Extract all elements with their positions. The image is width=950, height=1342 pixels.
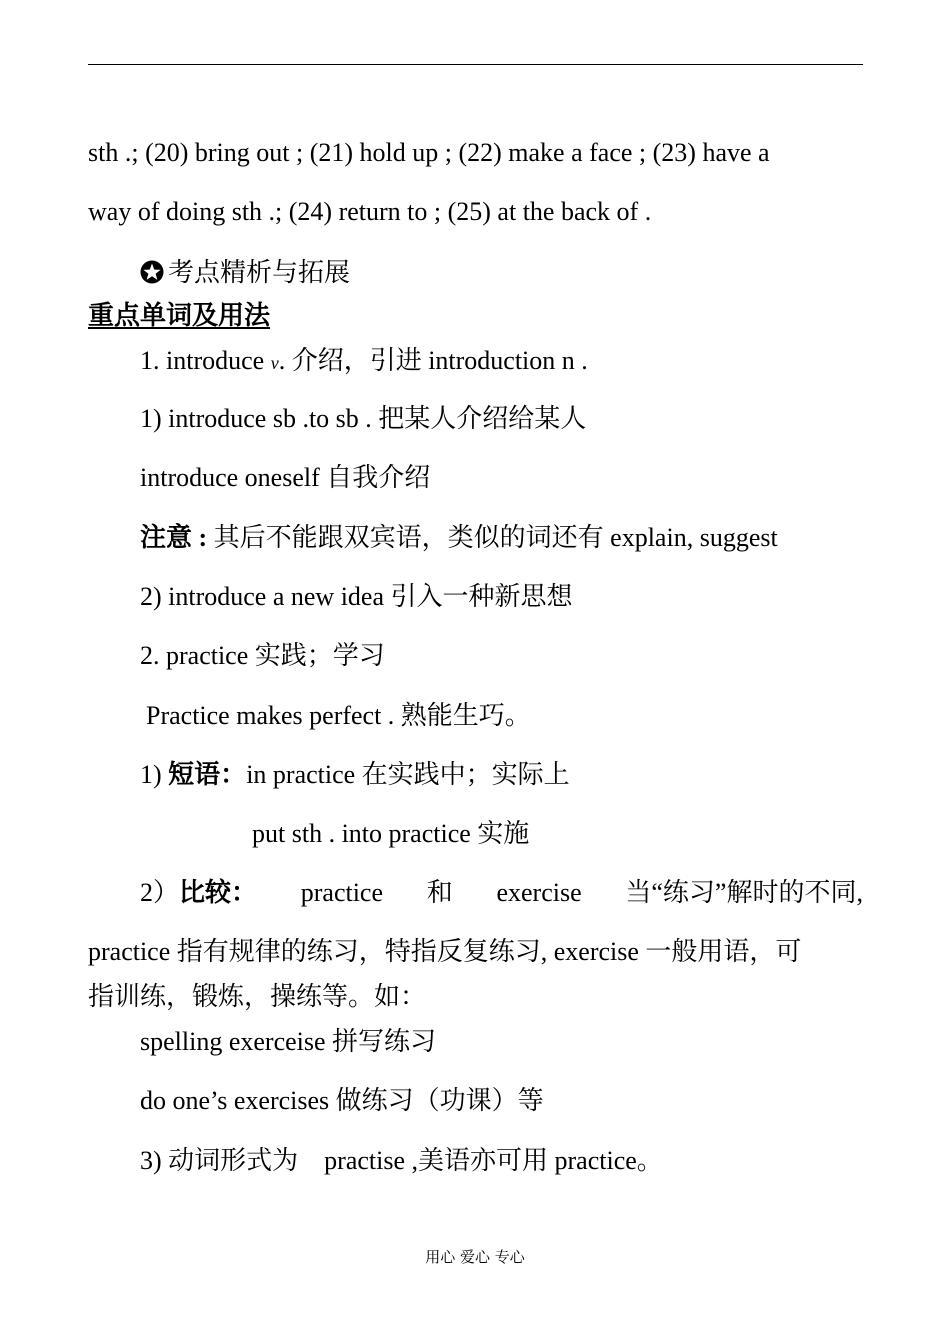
section-title-text: 考点精析与拓展	[168, 258, 351, 287]
text-span: 1)	[140, 760, 169, 789]
text-line-18: do one’s exercises 做练习（功课）等	[140, 1086, 544, 1115]
text-line-16: 指训练，锻炼，操练等。如：	[88, 982, 427, 1011]
text-line-5	[140, 346, 588, 378]
text-line-14	[140, 878, 863, 908]
text-line-17: spelling exerceise 拼写练习	[140, 1027, 437, 1056]
text-line-2: way of doing sth .; (24) return to ; (25) at the back of .	[88, 197, 652, 226]
compare-label: 比较：	[179, 878, 258, 907]
page-footer: 用心 爱心 专心	[425, 1248, 525, 1266]
text-line-15: practice 指有规律的练习，特指反复练习, exercise 一般用语，可	[88, 937, 802, 966]
text-span	[140, 878, 257, 908]
subheading: 重点单词及用法	[88, 301, 271, 330]
star-circle-icon	[140, 260, 164, 284]
text-span: 当“练习”解时的不同,	[625, 878, 863, 907]
text-line-1: sth .; (20) bring out ; (21) hold up ; (22) make a face ; (23) have a	[88, 138, 770, 167]
text-line-9: 2) introduce a new idea 引入一种新思想	[140, 582, 573, 611]
text-span: 其后不能跟双宾语，类似的词还有 explain, suggest	[213, 523, 778, 552]
text-span: exercise	[496, 878, 582, 907]
text-span: 2）	[140, 878, 180, 907]
phrase-label: 短语：	[168, 760, 247, 789]
text-line-10: 2. practice 实践；学习	[140, 641, 385, 670]
text-span: 1. introduce	[140, 346, 271, 375]
text-line-12	[140, 760, 570, 790]
text-span: in practice 在实践中；实际上	[246, 760, 570, 789]
text-line-13: put sth . into practice 实施	[252, 819, 530, 848]
text-line-19: 3) 动词形式为 practise ,美语亦可用 practice。	[140, 1146, 663, 1175]
text-line-8	[140, 523, 778, 553]
header-rule	[88, 64, 863, 65]
text-line-6: 1) introduce sb .to sb . 把某人介绍给某人	[140, 404, 587, 433]
text-span: . 介绍，引进 introduction n .	[278, 346, 588, 375]
text-span: 和	[426, 878, 453, 907]
text-span: practice	[300, 878, 384, 907]
text-line-7: introduce oneself 自我介绍	[140, 463, 431, 492]
note-label: 注意 :	[140, 523, 214, 552]
pos-abbrev: v	[270, 353, 279, 373]
section-title	[140, 258, 350, 288]
text-line-11: Practice makes perfect . 熟能生巧。	[146, 701, 531, 730]
